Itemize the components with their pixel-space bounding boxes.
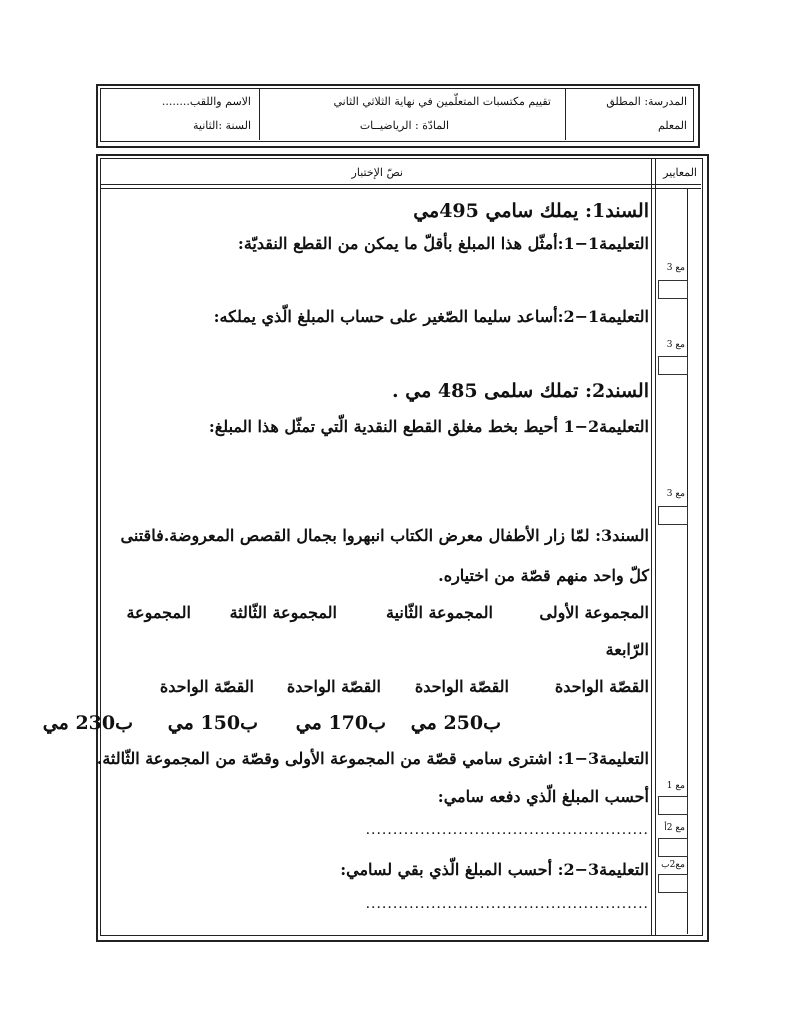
score-box-6[interactable] — [658, 874, 688, 893]
score-label-1: مع 3 — [666, 263, 685, 273]
score-label-5: مع 2أ — [664, 823, 685, 833]
score-label-2: مع 3 — [666, 340, 685, 350]
year-label: السنة :الثانية — [193, 119, 251, 132]
criteria-column-divider — [651, 158, 652, 935]
sanad3-line1: السند3: لمّا زار الأطفال معرض الكتاب انبهروا بجمال القصص المعروضة.فاقتنى — [120, 526, 649, 545]
instruction-3-1: التعليمة3−1: اشترى سامي قصّة من المجموعة الأولى وقصّة من المجموعة الثّالثة. — [96, 749, 649, 768]
exam-title: تقييم مكتسبات المتعلّمين في نهاية الثلاثي الثاني — [333, 95, 551, 108]
group-4-continued: الرّابعة — [605, 640, 649, 659]
answer-line-1[interactable]: .................................................... — [365, 822, 649, 838]
price-1: ب230 مي — [42, 712, 133, 734]
subject-label: المادّة : الرياضيــات — [359, 119, 449, 132]
score-box-3[interactable] — [658, 506, 688, 525]
score-box-2[interactable] — [658, 356, 688, 375]
group-4: المجموعة — [126, 603, 191, 622]
price-4: ب250 مي — [410, 712, 501, 734]
score-label-3: مع 3 — [666, 489, 685, 499]
heading-row-divider — [101, 184, 701, 185]
score-column-line — [687, 188, 688, 934]
main-table-inner — [100, 158, 703, 936]
instruction-2-1: التعليمة2−1 أحيط بخط مغلق القطع النقدية الّتي تمثّل هذا المبلغ: — [208, 417, 649, 436]
group-1: المجموعة الأولى — [539, 603, 649, 622]
story-2: القصّة الواحدة — [414, 677, 509, 696]
story-4: القصّة الواحدة — [159, 677, 254, 696]
group-2: المجموعة الثّانية — [386, 603, 493, 622]
sanad3-line2: كلّ واحد منهم قصّة من اختياره. — [438, 566, 649, 585]
answer-line-2[interactable]: .................................................... — [365, 896, 649, 912]
header-divider-right — [565, 88, 566, 140]
score-label-4: مع 1 — [666, 781, 685, 791]
sanad2: السند2: تملك سلمى 485 مي . — [392, 380, 649, 402]
criteria-heading: المعايير — [663, 166, 697, 179]
instruction-1-2: التعليمة1−2:أساعد سليما الصّغير على حساب المبلغ الّذي يملكه: — [213, 307, 649, 326]
price-2: ب150 مي — [167, 712, 258, 734]
group-3: المجموعة الثّالثة — [229, 603, 337, 622]
header-divider-left — [259, 88, 260, 140]
school-label: المدرسة: المطلق — [606, 95, 687, 108]
sanad1: السند1: يملك سامي 495مي — [413, 200, 649, 222]
instruction-1-1: التعليمة1−1:أمثّل هذا المبلغ بأقلّ ما يمكن من القطع النقديّة: — [237, 234, 649, 253]
score-box-1[interactable] — [658, 280, 688, 299]
heading-row-divider-2 — [101, 188, 701, 189]
criteria-column-divider-2 — [655, 158, 656, 935]
teacher-label: المعلم — [657, 119, 687, 132]
score-box-5[interactable] — [658, 838, 688, 857]
exam-text-heading: نصّ الإختبار — [351, 166, 403, 179]
story-3: القصّة الواحدة — [286, 677, 381, 696]
score-box-4[interactable] — [658, 796, 688, 815]
instruction-3-2: التعليمة3−2: أحسب المبلغ الّذي بقي لسامي: — [340, 860, 649, 879]
instruction-3-1-question: أحسب المبلغ الّذي دفعه سامي: — [437, 787, 649, 806]
score-label-6: مع2ب — [661, 860, 685, 870]
price-3: ب170 مي — [295, 712, 386, 734]
story-1: القصّة الواحدة — [554, 677, 649, 696]
name-label: الاسم واللقب........ — [161, 95, 251, 108]
